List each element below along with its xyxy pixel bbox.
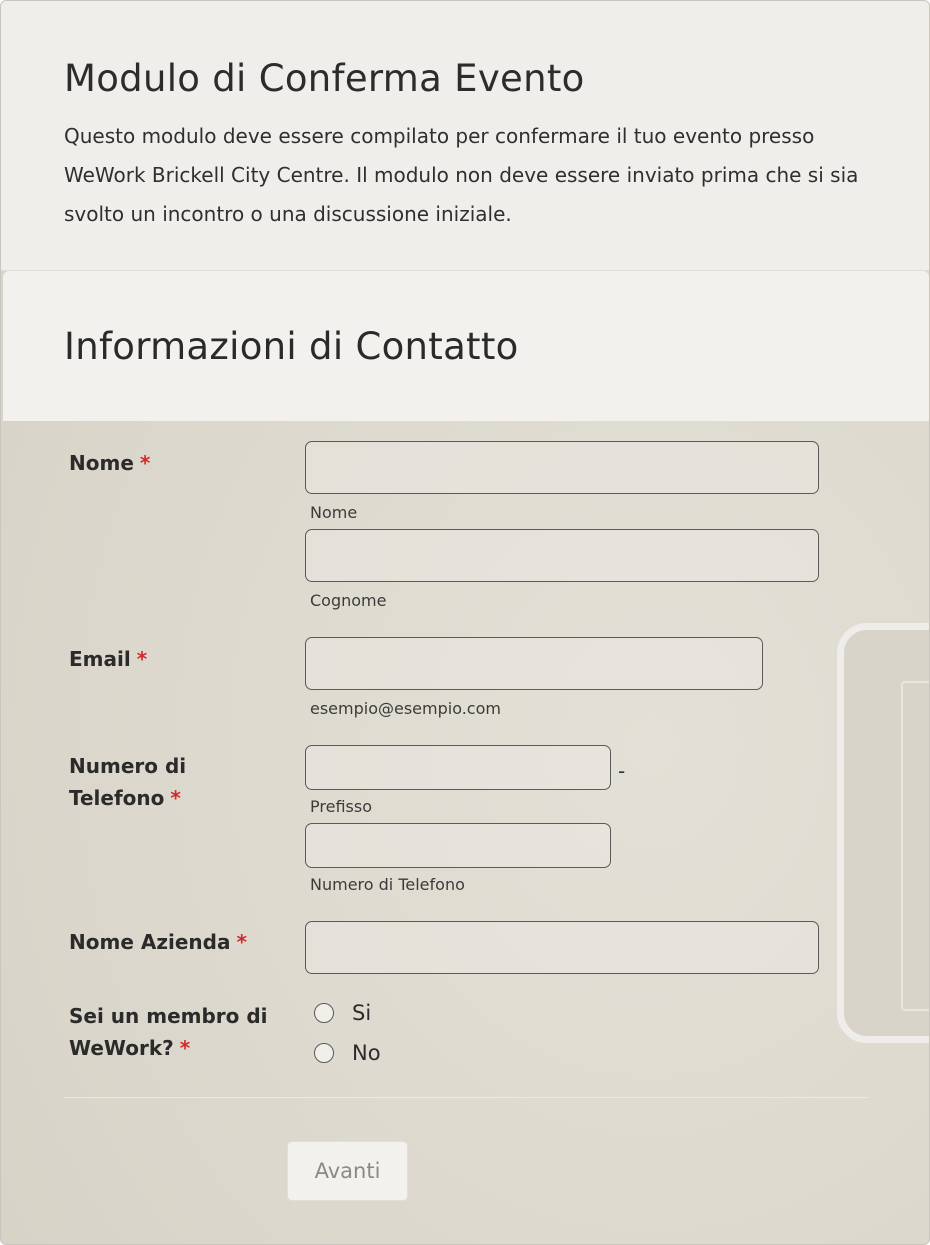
phone-separator: - xyxy=(618,759,626,783)
section-title: Informazioni di Contatto xyxy=(64,325,519,368)
section-header xyxy=(3,271,929,421)
company-name-input[interactable] xyxy=(305,921,819,974)
phone-label xyxy=(69,750,269,814)
required-mark: * xyxy=(139,451,151,475)
member-option-label: No xyxy=(352,1041,381,1065)
required-mark: * xyxy=(170,786,181,810)
next-button[interactable]: Avanti xyxy=(287,1141,408,1201)
email-sublabel: esempio@esempio.com xyxy=(310,699,501,718)
member-option-label: Si xyxy=(352,1001,372,1025)
phone-number-input[interactable] xyxy=(305,823,611,868)
required-mark: * xyxy=(136,647,148,671)
radio-button[interactable] xyxy=(314,1003,334,1023)
last-name-sublabel: Cognome xyxy=(310,591,387,610)
first-name-sublabel: Nome xyxy=(310,503,358,522)
member-option-no[interactable] xyxy=(314,1041,381,1065)
phone-prefix-input[interactable] xyxy=(305,745,611,790)
email-input[interactable] xyxy=(305,637,763,690)
form-title: Modulo di Conferma Evento xyxy=(64,57,585,100)
email-label-text: Email xyxy=(69,647,131,671)
last-name-input[interactable] xyxy=(305,529,819,582)
company-label xyxy=(69,926,247,958)
name-label xyxy=(69,447,150,479)
member-label xyxy=(69,1000,279,1064)
required-mark: * xyxy=(236,930,247,954)
phone-prefix-sublabel: Prefisso xyxy=(310,797,372,816)
email-label xyxy=(69,643,147,675)
member-option-si[interactable] xyxy=(314,1001,371,1025)
radio-button[interactable] xyxy=(314,1043,334,1063)
first-name-input[interactable] xyxy=(305,441,819,494)
phone-number-sublabel: Numero di Telefono xyxy=(310,875,465,894)
decorative-device-screen xyxy=(901,681,930,1011)
company-label-text: Nome Azienda xyxy=(69,930,231,954)
name-label-text: Nome xyxy=(69,451,134,475)
form-description: Questo modulo deve essere compilato per confermare il tuo evento presso WeWork Brickell City Centre. Il modulo non deve essere inviato prima che si sia svolto un incontro o una discussione iniziale. xyxy=(64,124,859,226)
form-header xyxy=(1,1,930,271)
member-label-text: Sei un membro di WeWork? xyxy=(69,1004,268,1060)
required-mark: * xyxy=(179,1036,191,1060)
footer-divider xyxy=(64,1097,868,1098)
phone-label-text: Numero di Telefono xyxy=(69,754,187,810)
